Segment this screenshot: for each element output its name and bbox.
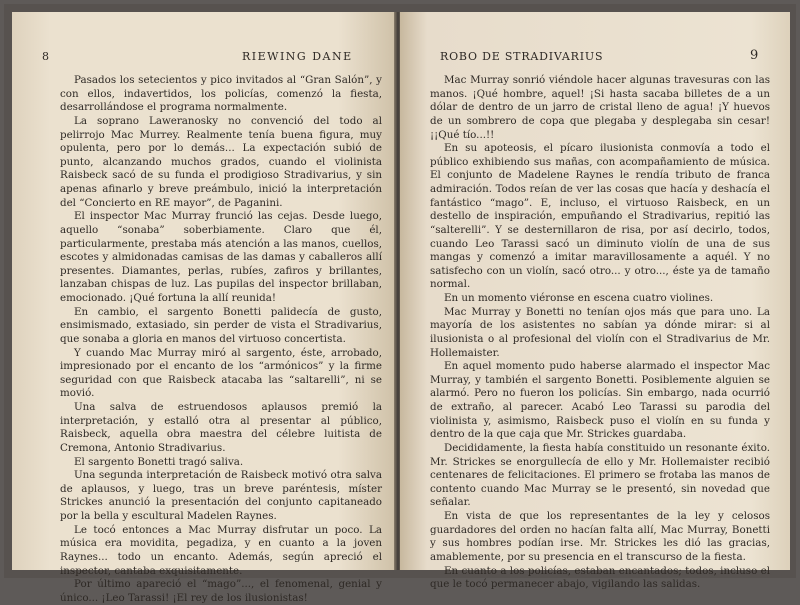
right-page bbox=[400, 12, 790, 591]
running-head: RIEWING DANE bbox=[242, 50, 353, 63]
open-book bbox=[4, 4, 796, 604]
paragraph: En cuanto a los policías, estaban encantados; todos, incluso el que le tocó permanecer abajo, vigilando las salidas. bbox=[430, 564, 770, 591]
page-number: 8 bbox=[42, 50, 50, 63]
paragraph: El inspector Mac Murray frunció las cejas. Desde luego, aquello “sonaba” soberbiamente. Claro que él, particularmente, prestaba más atención a las manos, cuellos, escotes y almidonadas camisas de las damas y caballeros allí presentes. Diamantes, perlas, rubíes, zafiros y brillantes, lanzaban chispas de luz. Las pupilas del inspector brillaban, emocionado. ¡Qué fortuna la allí reunida! bbox=[60, 210, 382, 304]
paragraph: La soprano Laweranosky no convenció del todo al pelirrojo Mac Murrey. Realmente tenía buena figura, muy opulenta, pero por lo demás... La expectación subió de punto, alcanzando muchos grados, cuando el violinista Raisbeck sacó de su funda el prodigioso Stradivarius, y sin apenas afinarlo y breve preámbulo, inició la interpretación del “Concierto en RE mayor”, de Paganini. bbox=[60, 114, 382, 209]
paragraph: El sargento Bonetti tragó saliva. bbox=[74, 455, 244, 468]
paragraph: Y cuando Mac Murray miró al sargento, éste, arrobado, impresionado por el encanto de los “armónicos” y la firme seguridad con que Raisbeck atacaba las “saltarelli”, ni se movió. bbox=[60, 346, 382, 400]
page-body bbox=[430, 74, 770, 592]
paragraph: Le tocó entonces a Mac Murray disfrutar un poco. La música era movidita, pegadiza, y en cuanto a la joven Raynes... todo un encanto. Además, según apreció el inspector, cantaba exquisitamente. bbox=[60, 523, 382, 577]
paragraph: Pasados los setecientos y pico invitados al “Gran Salón”, y con ellos, indavertidos, los policías, comenzó la fiesta, desarrollándose el programa normalmente. bbox=[60, 74, 382, 114]
paragraph: En un momento viéronse en escena cuatro violines. bbox=[444, 292, 714, 304]
paragraph: Mac Murray sonrió viéndole hacer algunas travesuras con las manos. ¡Qué hombre, aquel! ¡Si hasta sacaba billetes de a un dólar de dentro de un jarro de cristal lleno de agua! ¡Y huevos de un sombrero de copa que plegaba y desplegaba sin cesar! ¡¡Qué tío...!! bbox=[430, 74, 770, 141]
paragraph: Una salva de estruendosos aplausos premió la interpretación, y estalló otra al presentar al público, Raisbeck, aquella obra maestra del célebre luitista de Cremona, Antonio Stradivarius. bbox=[60, 401, 382, 454]
running-head: ROBO DE STRADIVARIUS bbox=[440, 50, 604, 63]
left-page bbox=[12, 12, 396, 604]
paragraph: En cambio, el sargento Bonetti palidecía de gusto, ensimismado, extasiado, sin perder de vista el Stradivarius, que sonaba a gloria en manos del virtuoso concertista. bbox=[60, 305, 382, 345]
paragraph: En su apoteosis, el pícaro ilusionista conmovía a todo el público exhibiendo sus mañas, con acompañamiento de música. El conjunto de Madelene Raynes le rendía tributo de franca admiración. Todos reían de ver las cosas que hacía y deshacía el fantástico “mago”. E, incluso, el virtuoso Raisbeck, en un destello de inspiración, empuñando el Stradivarius, repitió las “salterelli”. Y se desternillaron de risa, por así decirlo, todos, cuando Leo Tarassi sacó un diminuto violín de una de sus mangas y comenzó a imitar maravillosamente a aquél. Y no satisfecho con un violín, sacó otro... y otro..., éste ya de tamaño normal. bbox=[430, 142, 770, 291]
paragraph: Por último apareció el “mago”..., el fenomenal, genial y único... ¡Leo Tarassi! ¡El rey de los ilusionistas! bbox=[60, 578, 382, 604]
page-number: 9 bbox=[750, 48, 760, 63]
paragraph: En vista de que los representantes de la ley y celosos guardadores del orden no hacían falta allí, Mac Murray, Bonetti y sus hombres podían irse. Mr. Strickes les dió las gracias, amablemente, por su presencia en el transcurso de la fiesta. bbox=[430, 510, 770, 563]
paragraph: Una segunda interpretación de Raisbeck motivó otra salva de aplausos, y luego, tras un breve paréntesis, míster Strickes anunció la presentación del conjunto capitaneado por la bella y escultural Madelen Raynes. bbox=[60, 469, 382, 522]
page-body bbox=[60, 74, 382, 605]
paragraph: Mac Murray y Bonetti no tenían ojos más que para uno. La mayoría de los asistentes no sabían ya dónde mirar: si al ilusionista o al profesional del violín con el Stradivarius de Mr. Hollemaister. bbox=[430, 305, 770, 359]
paragraph: Decididamente, la fiesta había constituido un resonante éxito. Mr. Strickes se enorgullecía de ello y Mr. Hollemaister recibió centenares de felicitaciones. El primero se frotaba las manos de contento cuando Mac Murray se le presentó, sin novedad que señalar. bbox=[430, 441, 770, 509]
paragraph: En aquel momento pudo haberse alarmado el inspector Mac Murray, y también el sargento Bonetti. Posiblemente alguien se alarmó. Pero no fueron los policías. Sin embargo, nada ocurrió de extraño, al parecer. Acabó Leo Tarassi su parodia del violinista y, asimismo, Raisbeck puso el violín en su funda y dentro de la que caja que Mr. Strickes guardaba. bbox=[430, 360, 770, 441]
